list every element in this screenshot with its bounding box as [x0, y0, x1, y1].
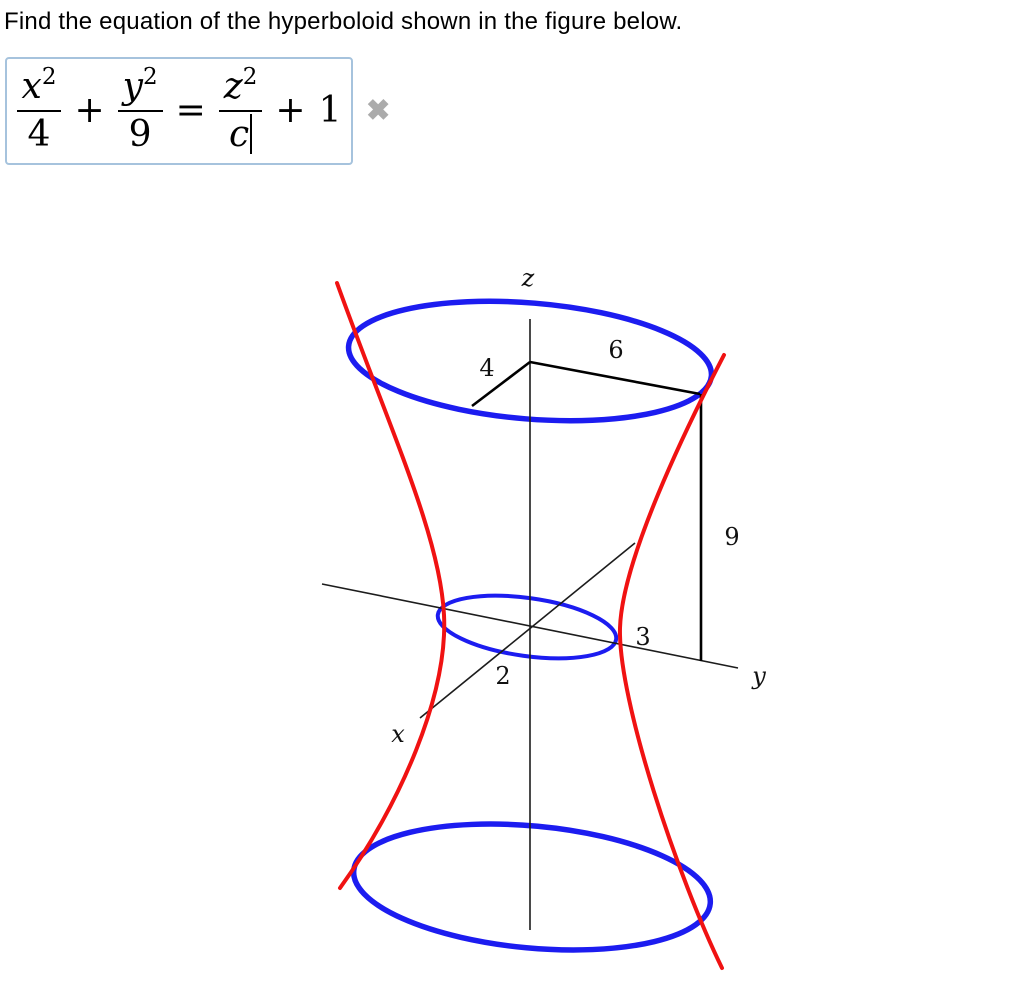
x-exponent: 2 [41, 64, 57, 90]
z-axis-label: z [521, 264, 535, 292]
x-term-denominator: 4 [27, 114, 51, 155]
label-4: 4 [479, 354, 495, 382]
plus-operator-1: + [74, 90, 105, 131]
label-3: 3 [635, 623, 651, 651]
incorrect-x-icon: ✖ [366, 94, 391, 127]
question-text: Find the equation of the hyperboloid shown in the figure below. [4, 8, 683, 35]
plus-operator-2: + [275, 90, 306, 131]
label-6: 6 [608, 336, 624, 364]
equals-sign: = [175, 90, 206, 131]
bottom-ellipse [348, 810, 716, 965]
y-term-denominator: 9 [128, 114, 152, 155]
x-axis-label: x [391, 720, 405, 748]
constant-one: 1 [318, 90, 342, 131]
x-variable: x [21, 66, 42, 107]
z-exponent: 2 [242, 63, 258, 90]
z-denominator-value: c [229, 113, 250, 155]
y-axis-label: y [752, 662, 766, 690]
label-9: 9 [724, 523, 740, 551]
waist-ellipse [434, 586, 620, 668]
x-axis [420, 543, 635, 718]
hyperbola-left-branch [337, 283, 444, 888]
z-variable: z [223, 65, 243, 107]
y-exponent: 2 [142, 64, 158, 90]
y-variable: y [122, 66, 143, 107]
label-2: 2 [495, 662, 511, 690]
dim-line-6 [530, 362, 700, 394]
